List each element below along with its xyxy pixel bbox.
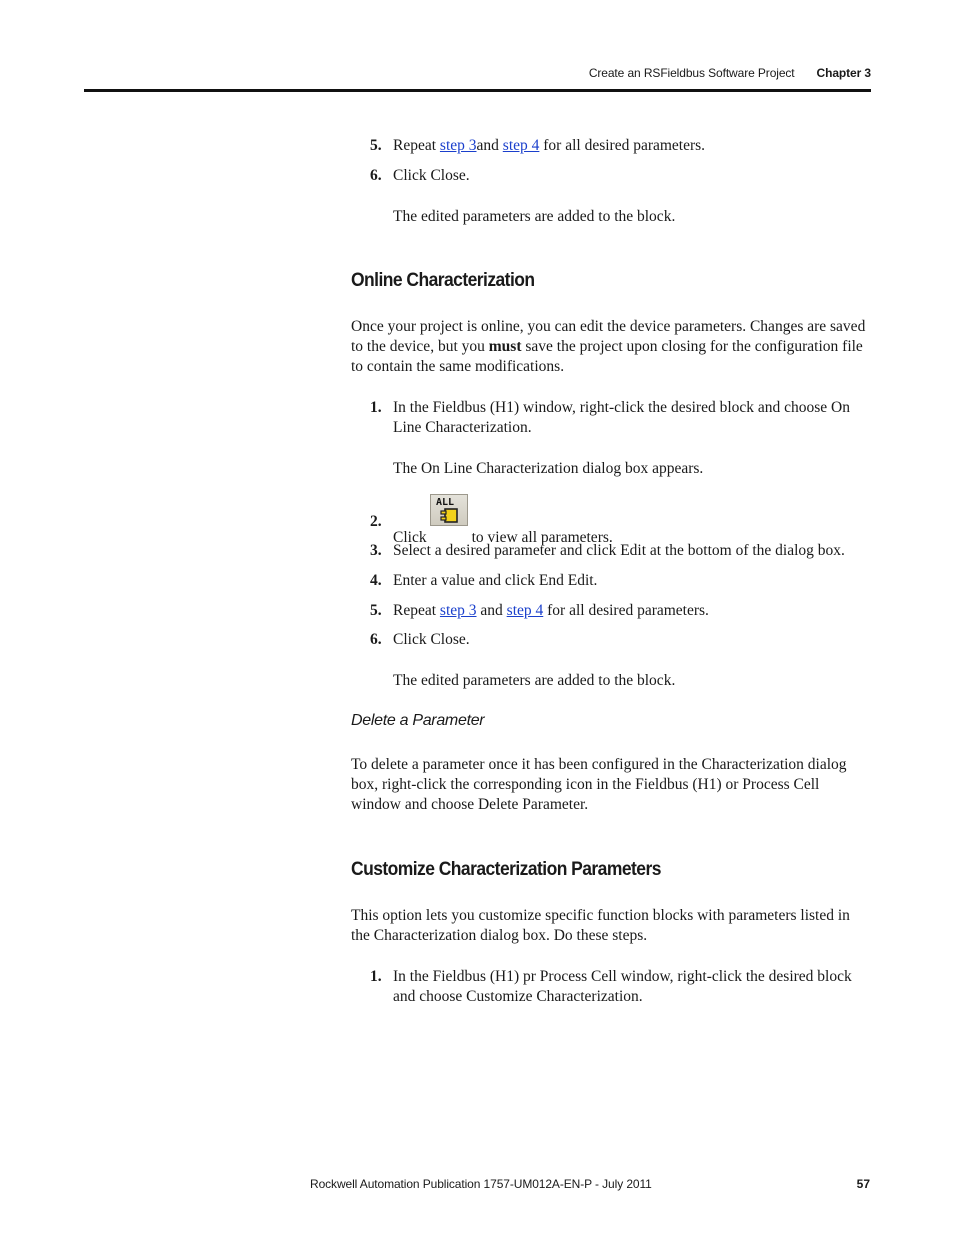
- intro-emphasis: must: [488, 338, 522, 355]
- step-text: for all desired parameters.: [539, 137, 706, 154]
- step-text: Repeat: [393, 137, 440, 154]
- delete-paragraph: To delete a parameter once it has been configured in the Characterization dialog box, right-click the corresponding icon in the Fieldbus (H1) or Process Cell window and choose Delete Parameter.: [351, 756, 847, 813]
- step-number: 6.: [370, 167, 382, 184]
- online-intro: [351, 317, 871, 377]
- step-3-link[interactable]: step 3: [439, 137, 477, 154]
- all-parameters-icon[interactable]: [430, 494, 468, 526]
- step-result: The On Line Characterization dialog box appears.: [393, 460, 704, 477]
- step-text: and: [476, 602, 507, 619]
- step-number: 5.: [370, 602, 382, 619]
- list-item: Enter a value and click End Edit.: [393, 572, 598, 589]
- step-number: 2.: [370, 513, 382, 530]
- step-text: and: [476, 137, 503, 154]
- step-4-link[interactable]: step 4: [502, 137, 540, 154]
- list-item: In the Fieldbus (H1) window, right-click the desired block and choose On Line Characterization.: [393, 399, 851, 436]
- step-text: Click: [393, 529, 427, 546]
- header-section-title: Create an RSFieldbus Software Project: [588, 66, 795, 80]
- footer-publication: Rockwell Automation Publication 1757-UM012A-EN-P - July 2011: [310, 1177, 652, 1191]
- list-item: Click Close.: [393, 167, 470, 184]
- all-icon-label: ALL: [435, 497, 454, 508]
- customize-intro: This option lets you customize specific function blocks with parameters listed in the Characterization dialog box. Do these steps.: [351, 907, 850, 944]
- step-text: Repeat: [393, 602, 440, 619]
- step-text: for all desired parameters.: [543, 602, 709, 619]
- list-item: [393, 494, 873, 546]
- step-result: The edited parameters are added to the block.: [393, 208, 676, 225]
- step-number: 1.: [370, 968, 382, 985]
- page-number: 57: [856, 1177, 870, 1191]
- step-4-link[interactable]: step 4: [506, 602, 544, 619]
- list-item: In the Fieldbus (H1) pr Process Cell window, right-click the desired block and choose Customize Characterization.: [393, 968, 852, 1005]
- list-item: Select a desired parameter and click Edit at the bottom of the dialog box.: [393, 542, 845, 559]
- step-number: 5.: [370, 137, 382, 154]
- list-item: [393, 136, 873, 156]
- list-item: [393, 601, 873, 621]
- step-3-link[interactable]: step 3: [439, 602, 477, 619]
- step-number: 6.: [370, 631, 382, 648]
- section-heading-online: Online Characterization: [351, 270, 535, 291]
- step-result: The edited parameters are added to the block.: [393, 672, 676, 689]
- step-number: 4.: [370, 572, 382, 589]
- intro-text: save the project upon closing for the configuration file to contain the same modifications.: [351, 338, 863, 375]
- section-heading-customize: Customize Characterization Parameters: [351, 859, 661, 880]
- subsection-heading-delete: Delete a Parameter: [351, 712, 485, 729]
- step-number: 1.: [370, 399, 382, 416]
- running-header: [589, 66, 871, 80]
- step-text: to view all parameters.: [471, 529, 613, 546]
- list-item: Click Close.: [393, 631, 470, 648]
- header-chapter: Chapter 3: [816, 66, 871, 80]
- step-number: 3.: [370, 542, 382, 559]
- header-rule: [84, 89, 871, 92]
- intro-text: Once your project is online, you can edit the device parameters. Changes are saved to the device, but you: [351, 318, 866, 355]
